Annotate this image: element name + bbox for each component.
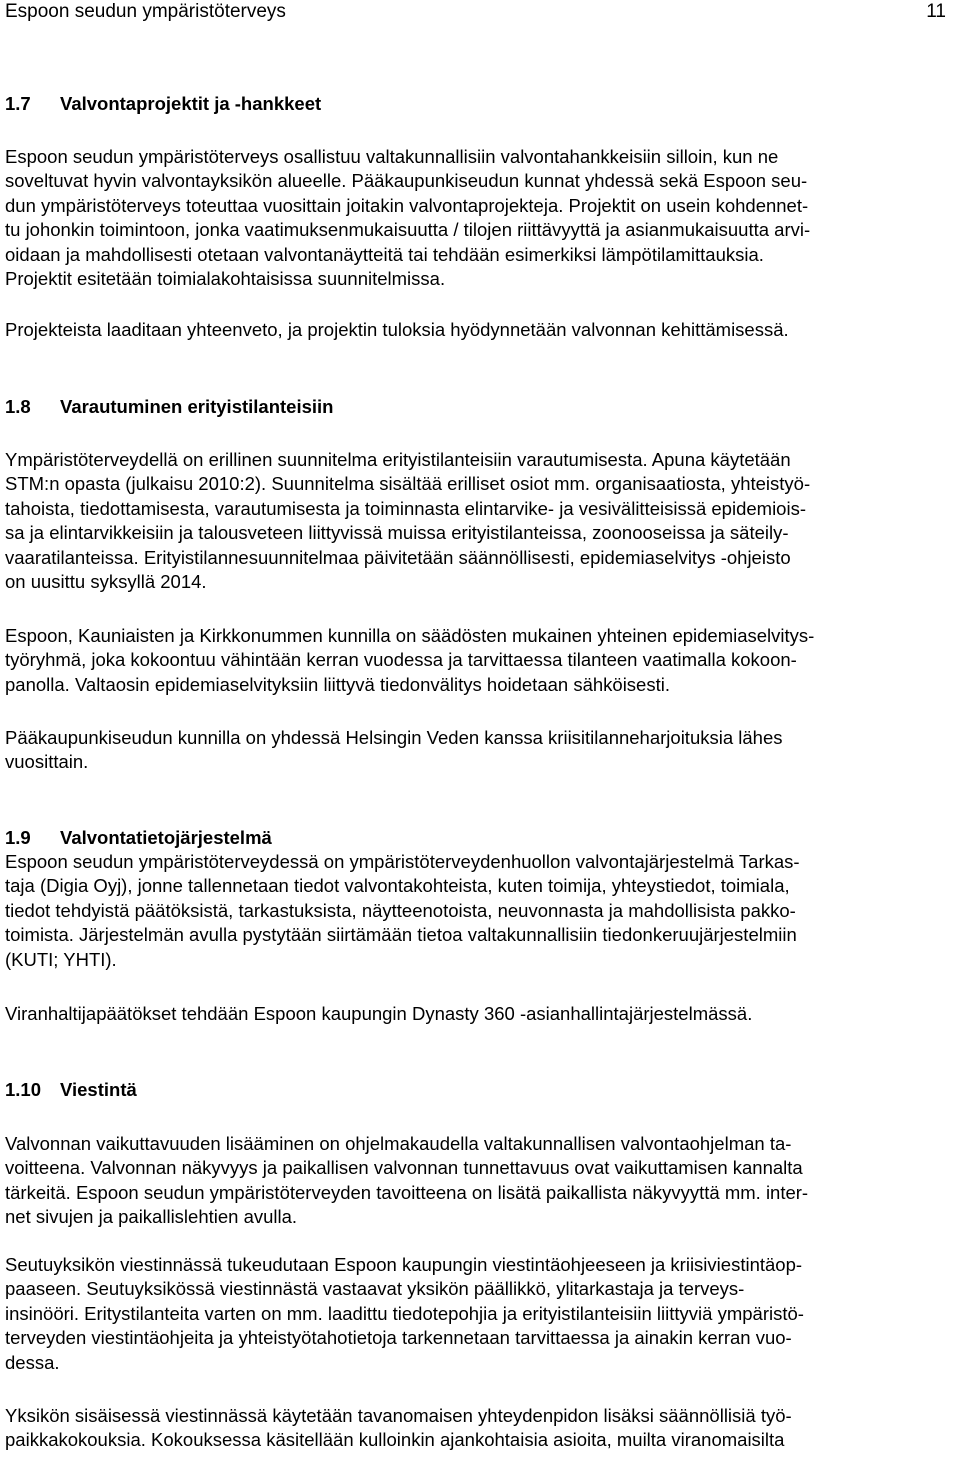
text-line: panolla. Valtaosin epidemiaselvityksiin liittyvä tiedonvälitys hoidetaan sähköisesti. [5, 673, 670, 695]
text-line: paikkakokouksia. Kokouksessa käsitellään kulloinkin ajankohtaisia asioita, muilta viranomaisilta [5, 1429, 785, 1451]
paragraph [5, 1002, 955, 1026]
paragraph [5, 448, 955, 594]
paragraph [5, 1132, 955, 1230]
section-title: Viestintä [60, 1079, 137, 1100]
text-line: oidaan ja mahdollisesti otetaan valvontanäytteitä tai tehdään esimerkiksi lämpötilamittauksia. [5, 243, 764, 265]
section-title: Valvontatietojärjestelmä [60, 827, 272, 848]
text-line: Projektit esitetään toimialakohtaisissa suunnitelmissa. [5, 267, 446, 289]
section-heading [5, 1078, 955, 1102]
text-line: terveyden viestintäohjeita ja yhteistyötahotietoja tarkennetaan tarvittaessa ja ainakin kerran vuo- [5, 1327, 792, 1349]
text-line: insinööri. Eritystilanteita varten on mm. laadittu tiedotepohjia ja erityistilanteisiin liittyviä ympäristö- [5, 1302, 804, 1324]
text-line: Espoon seudun ympäristöterveys osallistuu valtakunnallisiin valvontahankkeisiin silloin, kun ne [5, 146, 779, 167]
text-line: tu johonkin toimintoon, jonka vaatimuksenmukaisuutta / tilojen riittävyyttä ja asianmukaisuutta arvi- [5, 219, 811, 241]
text-line: net sivujen ja paikallislehtien avulla. [5, 1206, 298, 1228]
paragraph [5, 318, 955, 342]
text-line: paaseen. Seutuyksikössä viestinnästä vastaavat yksikön päällikkö, ylitarkastaja ja terveys- [5, 1278, 745, 1300]
text-line: Valvonnan vaikuttavuuden lisääminen on ohjelmakaudella valtakunnallisen valvontaohjelman ta- [5, 1133, 792, 1154]
section-title: Varautuminen erityistilanteisiin [60, 396, 334, 417]
text-line: vuosittain. [5, 751, 89, 773]
text-line: dun ympäristöterveys toteuttaa vuosittain joitakin valvontaprojekteja. Projektit on usein kohdennet- [5, 194, 809, 216]
text-line: (KUTI; YHTI). [5, 948, 117, 970]
paragraph [5, 145, 955, 291]
text-line: STM:n opasta (julkaisu 2010:2). Suunnitelma sisältää erilliset osiot mm. organisaatiosta, yhteistyö- [5, 473, 811, 495]
header-title: Espoon seudun ympäristöterveys [5, 1, 286, 22]
section-number: 1.9 [5, 827, 31, 848]
text-line: Yksikön sisäisessä viestinnässä käytetään tavanomaisen yhteydenpidon lisäksi säännöllisiä työ- [5, 1405, 792, 1426]
paragraph [5, 624, 955, 697]
text-line: Espoon, Kauniaisten ja Kirkkonummen kunnilla on säädösten mukainen yhteinen epidemiaselvitys- [5, 625, 815, 646]
section-number: 1.8 [5, 396, 31, 417]
text-line: Ympäristöterveydellä on erillinen suunnitelma erityistilanteisiin varautumisesta. Apuna käytetään [5, 449, 791, 470]
section-number: 1.10 [5, 1079, 42, 1100]
paragraph [5, 1253, 955, 1375]
section-heading [5, 395, 955, 419]
section-heading [5, 92, 955, 116]
text-line: sa ja elintarvikkeisiin ja talousveteen liittyvissä muissa erityistilanteissa, zoonooseissa ja säteily- [5, 522, 789, 544]
text-line: on uusittu syksyllä 2014. [5, 570, 207, 592]
paragraph [5, 850, 955, 972]
text-line: soveltuvat hyvin valvontayksikön alueelle. Pääkaupunkiseudun kunnat yhdessä sekä Espoon seu- [5, 170, 808, 192]
text-line: Projekteista laaditaan yhteenveto, ja projektin tuloksia hyödynnetään valvonnan kehittämisessä. [5, 319, 789, 340]
text-line: tiedot tehdyistä päätöksistä, tarkastuksista, näytteenotoista, neuvonnasta ja mahdollisista pakko- [5, 899, 796, 921]
text-line: voitteena. Valvonnan näkyvyys ja paikallisen valvonnan tunnettavuus ovat vaikuttamisen kannalta [5, 1157, 803, 1179]
text-line: Espoon seudun ympäristöterveydessä on ympäristöterveydenhuollon valvontajärjestelmä Tarkas- [5, 851, 800, 872]
text-line: toimista. Järjestelmän avulla pystytään siirtämään tietoa valtakunnallisiin tiedonkeruujärjestelmiin [5, 924, 797, 946]
section-number: 1.7 [5, 93, 31, 114]
text-line: Viranhaltijapäätökset tehdään Espoon kaupungin Dynasty 360 -asianhallintajärjestelmässä. [5, 1003, 753, 1024]
text-line: dessa. [5, 1351, 60, 1373]
section-title: Valvontaprojektit ja -hankkeet [60, 93, 322, 114]
page-header [0, 0, 960, 30]
text-line: työryhmä, joka kokoontuu vähintään kerran vuodessa ja tarvittaessa tilanteen vaatimalla kokoon- [5, 649, 797, 671]
text-line: vaaratilanteissa. Erityistilannesuunnitelmaa päivitetään säännöllisesti, epidemiaselvitys -ohjeisto [5, 546, 791, 568]
page-number: 11 [926, 1, 946, 22]
text-line: tahoista, tiedottamisesta, varautumisesta ja toiminnasta elintarvike- ja vesivälitteisissä epidemiois- [5, 497, 806, 519]
paragraph [5, 1404, 955, 1453]
text-line: tärkeitä. Espoon seudun ympäristöterveyden tavoitteena on lisätä paikallista näkyvyyttä mm. inter- [5, 1181, 809, 1203]
section-heading [5, 826, 955, 850]
text-line: Pääkaupunkiseudun kunnilla on yhdessä Helsingin Veden kanssa kriisitilanneharjoituksia lähes [5, 727, 783, 748]
text-line: taja (Digia Oyj), jonne tallennetaan tiedot valvontakohteista, kuten toimija, yhteystiedot, toimiala, [5, 875, 790, 897]
paragraph [5, 726, 955, 775]
text-line: Seutuyksikön viestinnässä tukeudutaan Espoon kaupungin viestintäohjeeseen ja kriisiviestintäop- [5, 1254, 803, 1275]
